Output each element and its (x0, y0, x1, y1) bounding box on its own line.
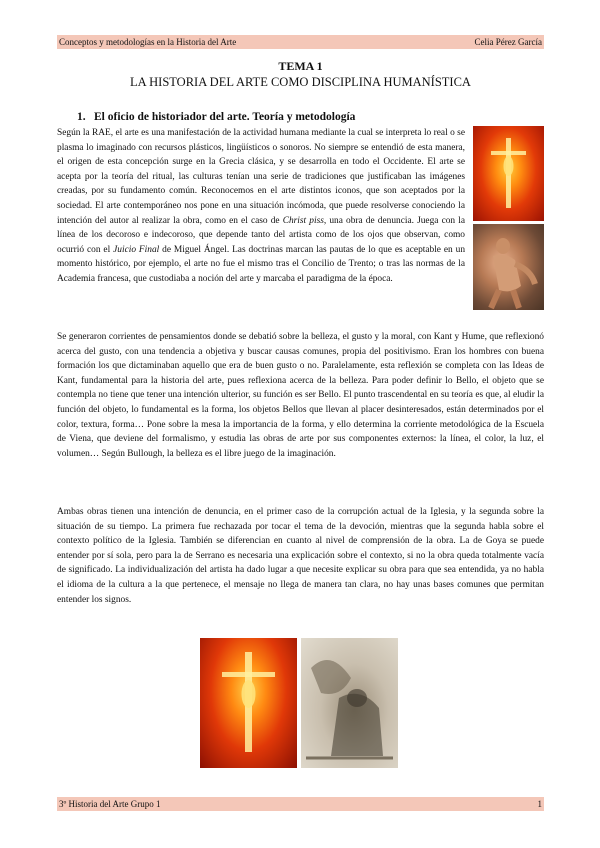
figure-glyph (473, 224, 544, 310)
header-author: Celia Pérez García (474, 37, 542, 47)
crucifix-glyph-large (200, 638, 297, 768)
paragraph-1 (57, 126, 465, 287)
paragraph-1-text-a: Según la RAE, el arte es una manifestación de la actividad humana mediante la cual se interpreta lo real o se plasma lo imaginado con recursos plásticos, lingüísticos o sonoros. No siempre se entendió de esta manera, el origen de esta concepción surge en la Grecia clásica, y se desarrolla en todo el Occidente. El arte se acepta por la teoría del ritual, las culturas tenían una serie de tradiciones que justificaban las imágenes creadas, por su fundamento común. Reconocemos en el arte distintos iconos, que son aceptados por la sociedad. El arte contemporáneo nos pone en una situación incómoda, que puede resolverse conociendo la intención del autor al realizar la obra, como en el caso de (57, 128, 465, 226)
section-number: 1. (77, 111, 86, 123)
page-number: 1 (537, 799, 542, 809)
crucifix-glyph (473, 126, 544, 221)
page-header (57, 35, 544, 49)
image-juicio-final-detail (473, 224, 544, 310)
paragraph-3: Ambas obras tienen una intención de denuncia, en el primer caso de la corrupción actual de la Iglesia, y la segunda sobre la situación de su tiempo. La primera fue rechazada por tocar el tema de la devoción, mientras que la segunda habla sobre el contexto político de la Iglesia. También se diferencian en cuanto al nivel de comprensión de la obra. La de Goya se puede entender por sí sola, pero para la de Serrano es necesaria una explicación sobre el contexto, si no la obra queda totalmente vacía de significado. La individualización del artista ha dado lugar a que necesite explicar su obra para que sea entendida, ya no habla el idioma de la cultura a la que pertenece, el mensaje no llega de manera tan clara, no hay unas bases comunes que permitan entender los signos. (57, 507, 544, 605)
etching-glyph (301, 638, 398, 768)
page-footer (57, 797, 544, 811)
artwork-title-juicio-final: Juicio Final (113, 244, 160, 255)
image-christ-piss-small (473, 126, 544, 221)
paragraph-2: Se generaron corrientes de pensamientos donde se debatió sobre la belleza, el gusto y la moral, con Kant y Hume, que reflexionó acerca del gusto, con una tendencia a objetiva y buscar causas comunes, propia del positivismo. Eran los hombres con buena formación los que dictaminaban aquello que era de buen gusto o no. Paralelamente, esta reflexión se completa con las Ideas de Kant, fundamental para la historia del arte, pues reflexiona acerca de la belleza. Para poder definir lo Bello, el objeto que se contempla no tiene que tener una intención ulterior, su función es ser Bello. El punto trascendental en su teoría es que, al eludir la función del objeto, lo fundamental es la forma, los objetos Bellos que llevan al placer desinteresados, están determinados por el color, textura, forma… Pone sobre la mesa la importancia de la forma, y ello determina la corriente metodológica de la Escuela de Viena, que deviene del formalismo, y estudia las obras de arte por sus componentes externos: la línea, el color, la luz, el volumen… Según Bullough, la belleza es el libre juego de la imaginación. (57, 332, 544, 459)
document-title: TEMA 1 (278, 59, 323, 73)
paragraph-1-text-c: de Miguel Ángel. Las doctrinas marcan las pautas de lo que es aceptable en un momento histórico, por ejemplo, el arte no fue el mismo tras el Concilio de Trento; o tras las normas de la Academia francesa, que custodiaba a noción del arte y marcaba el paradigma de la época. (57, 244, 466, 284)
footer-group: 3º Historia del Arte Grupo 1 (59, 799, 161, 809)
image-christ-piss-large (200, 638, 297, 768)
paragraph-1-text-b: , una obra de denuncia. Juega con la línea de los decoroso e indecoroso, que depende tanto del artista como de los ojos que observan, como ocurrió con el (57, 215, 465, 255)
section-heading (77, 111, 355, 123)
artwork-title-christ-piss: Christ piss (282, 215, 324, 226)
section-heading-text: El oficio de historiador del arte. Teoría y metodología (94, 111, 356, 123)
image-goya-etching (301, 638, 398, 768)
header-course-title: Conceptos y metodologías en la Historia del Arte (59, 37, 237, 47)
document-subtitle: LA HISTORIA DEL ARTE COMO DISCIPLINA HUMANÍSTICA (130, 75, 471, 89)
